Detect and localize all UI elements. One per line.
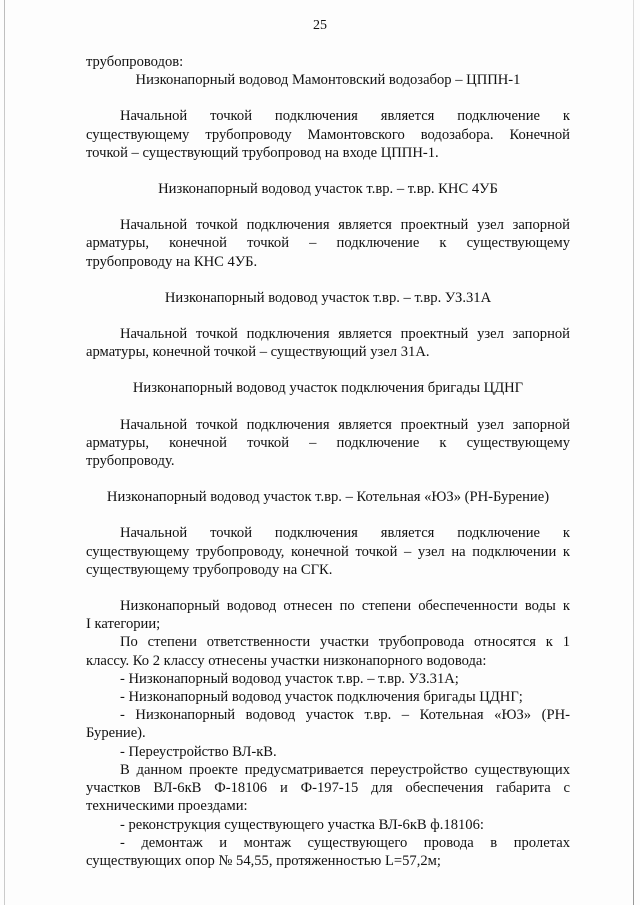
section-heading: Низконапорный водовод участок т.вр. – т.вр. КНС 4УБ (158, 181, 498, 198)
section-heading: Низконапорный водовод участок т.вр. – Котельная «ЮЗ» (РН-Бурение) (106, 489, 550, 506)
text-line: Бурение). (86, 725, 146, 742)
text-line: Низконапорный водовод отнесен по степени обеспеченности воды к (120, 598, 570, 615)
list-item: - Низконапорный водовод участок т.вр. – т.вр. УЗ.31А; (120, 670, 459, 687)
text-line: точкой – существующий трубопровод на входе ЦППН-1. (86, 144, 439, 161)
text-line: существующему трубопроводу на СГК. (86, 561, 333, 578)
text-line: Начальной точкой подключения является проектный узел запорной (120, 326, 570, 343)
text-line: техническими проездами: (86, 798, 248, 815)
text-line: арматуры, конечной точкой – существующий узел 31А. (86, 344, 430, 361)
text-line: существующих опор № 54,55, протяженностью L=57,2м; (86, 852, 441, 869)
text-line: В данном проекте предусматривается переустройство существующих (120, 761, 570, 778)
text-line: участков ВЛ-6кВ Ф-18106 и Ф-197-15 для обеспечения габарита с (86, 780, 570, 797)
document-body (86, 53, 570, 870)
text-line: существующему трубопроводу Мамонтовского водозабора. Конечной (86, 126, 570, 143)
list-item: - реконструкция существующего участка ВЛ-6кВ ф.18106: (120, 816, 484, 833)
list-item: - Переустройство ВЛ-кВ. (120, 743, 277, 760)
text-line: арматуры, конечной точкой – подключение к существующему (86, 434, 570, 451)
section-heading: Низконапорный водовод участок т.вр. – т.вр. УЗ.31А (164, 289, 492, 306)
text-line: Начальной точкой подключения является подключение к (120, 108, 570, 125)
text-line: классу. Ко 2 классу отнесены участки низконапорного водовода: (86, 652, 487, 669)
scan-edge-right (633, 0, 634, 905)
text-line: I категории; (86, 616, 161, 633)
text-line: Начальной точкой подключения является проектный узел запорной (120, 217, 570, 234)
text-line: трубопроводу. (86, 453, 175, 470)
list-item: - Низконапорный водовод участок т.вр. – Котельная «ЮЗ» (РН- (120, 707, 570, 724)
section-heading: Низконапорный водовод участок подключения бригады ЦДНГ (132, 380, 524, 397)
section-heading: Низконапорный водовод Мамонтовский водозабор – ЦППН-1 (135, 72, 521, 89)
text-line: трубопроводов: (86, 54, 184, 70)
scan-edge-left (4, 0, 5, 905)
text-line: трубопроводу на КНС 4УБ. (86, 253, 258, 270)
text-line: арматуры, конечной точкой – подключение к существующему (86, 235, 570, 252)
text-line: Начальной точкой подключения является проектный узел запорной (120, 416, 570, 433)
list-item: - демонтаж и монтаж существующего провода в пролетах (120, 834, 570, 851)
text-line: Начальной точкой подключения является подключение к (120, 525, 570, 542)
text-line: По степени ответственности участки трубопровода относятся к 1 (120, 634, 570, 651)
text-line: существующему трубопроводу, конечной точкой – узел на подключении к (86, 543, 570, 560)
page-number: 25 (313, 18, 327, 33)
list-item: - Низконапорный водовод участок подключения бригады ЦДНГ; (120, 689, 523, 706)
